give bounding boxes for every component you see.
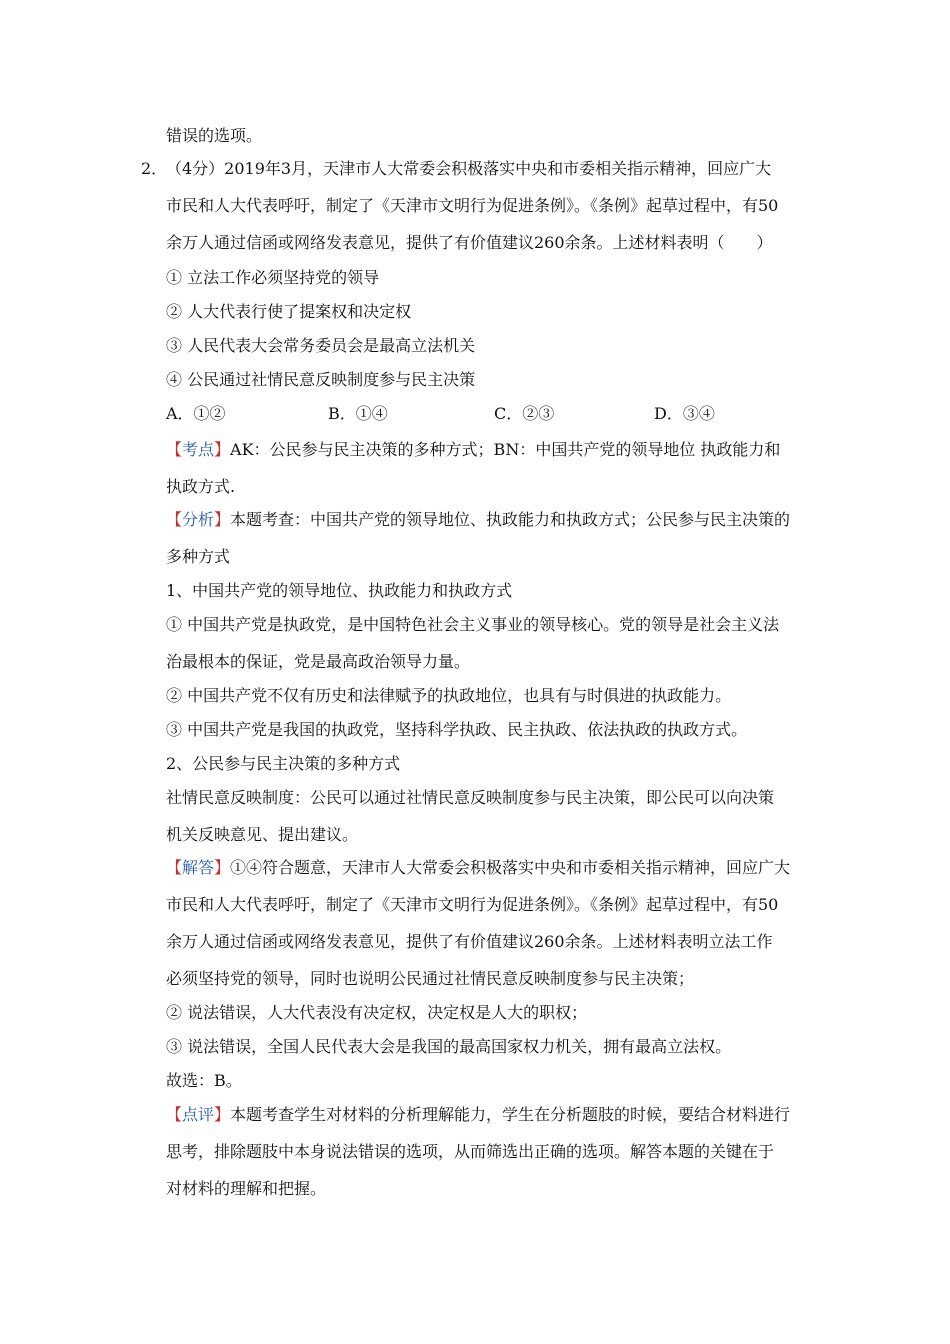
statement-3: ③ 人民代表大会常务委员会是最高立法机关 bbox=[166, 336, 476, 355]
previous-answer-tail: 错误的选项。 bbox=[166, 126, 263, 145]
kaodian-tag: 【考点】 bbox=[166, 440, 231, 459]
question-stem-line: 余万人通过信函或网络发表意见，提供了有价值建议260余条。上述材料表明（ ） bbox=[166, 233, 773, 252]
jieda-line: ③ 说法错误，全国人民代表大会是我国的最高国家权力机关，拥有最高立法权。 bbox=[166, 1037, 732, 1056]
dianping-tag: 【点评】 bbox=[166, 1105, 231, 1124]
question-stem-line: 市民和人大代表呼吁，制定了《天津市文明行为促进条例》。《条例》起草过程中，有50 bbox=[166, 196, 779, 215]
jieda-line: 市民和人大代表呼吁，制定了《天津市文明行为促进条例》。《条例》起草过程中，有50 bbox=[166, 895, 779, 914]
jieda-line: 余万人通过信函或网络发表意见，提供了有价值建议260余条。上述材料表明立法工作 bbox=[166, 932, 773, 951]
fenxi-line: ③ 中国共产党是我国的执政党，坚持科学执政、民主执政、依法执政的执政方式。 bbox=[166, 720, 748, 739]
jieda-tag: 【解答】 bbox=[166, 858, 231, 877]
fenxi-line: ② 中国共产党不仅有历史和法律赋予的执政地位，也具有与时俱进的执政能力。 bbox=[166, 686, 732, 705]
question-stem-line: （4分）2019年3月，天津市人大常委会积极落实中央和市委相关指示精神，回应广大 bbox=[166, 159, 772, 178]
dianping-line: 思考，排除题肢中本身说法错误的选项，从而筛选出正确的选项。解答本题的关键在于 bbox=[166, 1142, 775, 1161]
fenxi-line: 机关反映意见、提出建议。 bbox=[166, 825, 359, 844]
statement-2: ② 人大代表行使了提案权和决定权 bbox=[166, 302, 412, 321]
fenxi-line: 治最根本的保证，党是最高政治领导力量。 bbox=[166, 652, 471, 671]
jieda-line: 必须坚持党的领导，同时也说明公民通过社情民意反映制度参与民主决策； bbox=[166, 969, 695, 988]
kaodian-line: 【考点】AK：公民参与民主决策的多种方式；BN：中国共产党的领导地位 执政能力和 bbox=[166, 440, 781, 459]
jieda-line: ② 说法错误，人大代表没有决定权，决定权是人大的职权； bbox=[166, 1003, 588, 1022]
statement-1: ① 立法工作必须坚持党的领导 bbox=[166, 268, 380, 287]
kaodian-line: 执政方式. bbox=[166, 477, 236, 496]
option-c: C．②③ bbox=[494, 404, 555, 423]
answer-choice: 故选：B。 bbox=[166, 1071, 242, 1090]
dianping-line: 对材料的理解和把握。 bbox=[166, 1179, 327, 1198]
option-a: A．①② bbox=[166, 404, 226, 423]
statement-4: ④ 公民通过社情民意反映制度参与民主决策 bbox=[166, 370, 476, 389]
jieda-line: 【解答】①④符合题意，天津市人大常委会积极落实中央和市委相关指示精神，回应广大 bbox=[166, 858, 791, 877]
dianping-line: 【点评】本题考查学生对材料的分析理解能力，学生在分析题肢的时候，要结合材料进行 bbox=[166, 1105, 791, 1124]
fenxi-tag: 【分析】 bbox=[166, 510, 231, 529]
fenxi-line: 多种方式 bbox=[166, 547, 231, 566]
fenxi-line: ① 中国共产党是执政党，是中国特色社会主义事业的领导核心。党的领导是社会主义法 bbox=[166, 615, 780, 634]
question-number: 2． bbox=[141, 159, 168, 178]
option-b: B．①④ bbox=[328, 404, 388, 423]
fenxi-line: 2、公民参与民主决策的多种方式 bbox=[166, 754, 401, 773]
fenxi-line: 1、中国共产党的领导地位、执政能力和执政方式 bbox=[166, 581, 513, 600]
fenxi-line: 社情民意反映制度：公民可以通过社情民意反映制度参与民主决策，即公民可以向决策 bbox=[166, 788, 775, 807]
fenxi-line: 【分析】本题考查：中国共产党的领导地位、执政能力和执政方式；公民参与民主决策的 bbox=[166, 510, 791, 529]
option-d: D．③④ bbox=[654, 404, 715, 423]
